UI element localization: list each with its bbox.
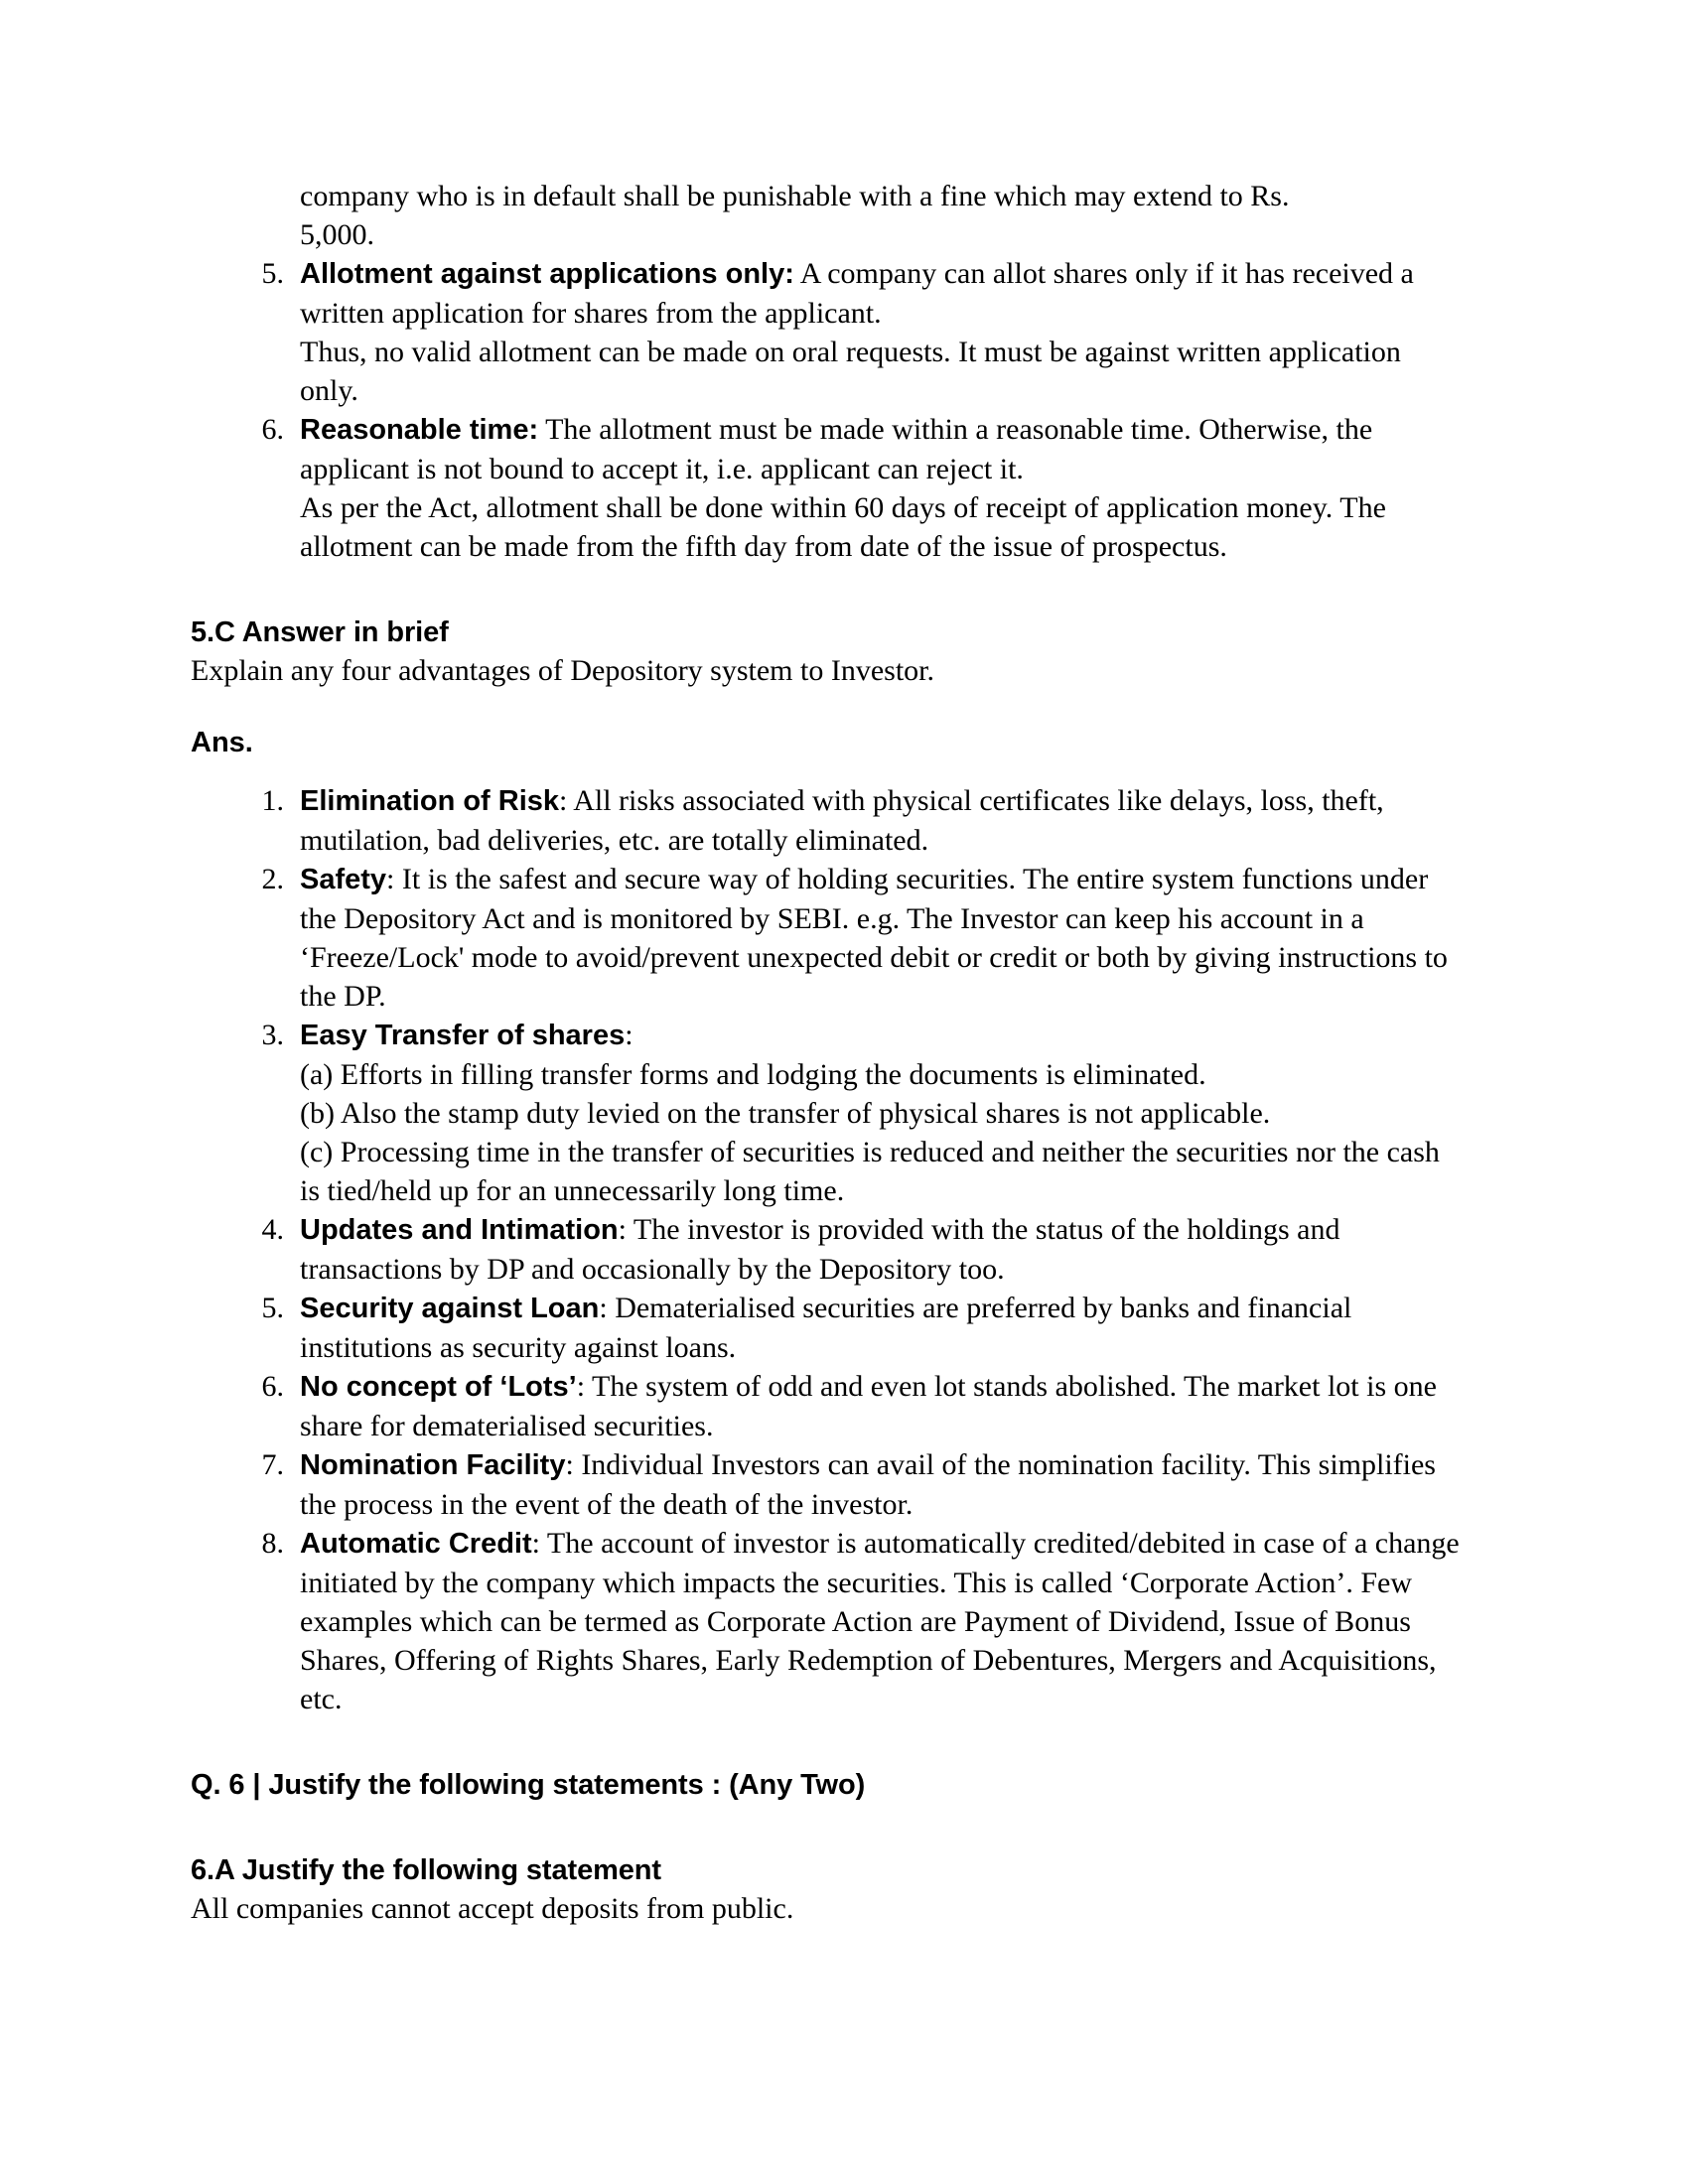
top-continuation-paragraph-line2: 5,000.	[300, 218, 374, 251]
answer-label: Ans.	[191, 727, 253, 758]
list-item	[191, 1289, 1462, 1367]
list-item-text: : It is the safest and secure way of holding securities. The entire system functions under the Depository Act and is monitored by SEBI. e.g. The Investor can keep his account in a ‘Freeze/Lock' mode to avoid/prevent unexpected debit or credit or both by giving instructions to the DP.	[300, 863, 1448, 1013]
list-item-term: Safety	[300, 864, 387, 895]
top-continuation-paragraph: company who is in default shall be punishable with a fine which may extend to Rs.	[300, 180, 1290, 212]
list-item	[191, 1016, 1462, 1210]
section-5c-heading: 5.C Answer in brief	[191, 616, 449, 648]
list-item	[191, 1524, 1462, 1718]
list-marker: 5.	[261, 1292, 284, 1324]
list-item	[191, 254, 1462, 410]
list-item-term: Reasonable time:	[300, 414, 539, 446]
list-item-body	[300, 1289, 1462, 1367]
list-item-text: : Dematerialised securities are preferred by banks and financial institutions as security against loans.	[300, 1292, 1352, 1364]
list-marker: 5.	[261, 257, 284, 290]
depository-advantages-list	[191, 781, 1462, 1718]
allotment-rules-list	[191, 254, 1462, 566]
list-item-sub-line-c: (c) Processing time in the transfer of securities is reduced and neither the securities nor the cash is tied/held up for an unnecessarily long time.	[300, 1136, 1440, 1207]
list-item-text: : The account of investor is automatically credited/debited in case of a change initiated by the company which impacts the securities. This is called ‘Corporate Action’. Few examples which can be termed as Corporate Action are Payment of Dividend, Issue of Bonus Shares, Offering of Rights Shares, Early Redemption of Debentures, Mergers and Acquisitions, etc.	[300, 1527, 1460, 1715]
spacer	[191, 566, 1462, 614]
list-item	[191, 1445, 1462, 1524]
list-item-body	[300, 1445, 1462, 1524]
list-item-term: Easy Transfer of shares	[300, 1020, 626, 1051]
section-6a-statement: All companies cannot accept deposits from public.	[191, 1892, 794, 1925]
list-marker: 2.	[261, 863, 284, 895]
list-item-body	[300, 860, 1462, 1016]
section-6a-heading: 6.A Justify the following statement	[191, 1854, 661, 1886]
spacer	[191, 1804, 1462, 1851]
list-item	[191, 1210, 1462, 1289]
list-item-term: Updates and Intimation	[300, 1214, 619, 1246]
list-item-text: :	[625, 1019, 633, 1051]
list-item-sub-line-a: (a) Efforts in filling transfer forms and lodging the documents is eliminated.	[300, 1058, 1206, 1091]
list-item-text: : The system of odd and even lot stands abolished. The market lot is one share for dematerialised securities.	[300, 1370, 1437, 1442]
list-item-term: Security against Loan	[300, 1293, 600, 1324]
list-marker: 7.	[261, 1448, 284, 1481]
spacer	[191, 761, 1462, 781]
list-item-term: Nomination Facility	[300, 1449, 566, 1481]
list-item-term: Elimination of Risk	[300, 785, 560, 817]
page-content	[191, 177, 1462, 1928]
list-item-extra-line: Thus, no valid allotment can be made on oral requests. It must be against written application only.	[300, 336, 1401, 407]
list-marker: 3.	[261, 1019, 284, 1051]
list-item	[191, 781, 1462, 860]
list-item-text: : All risks associated with physical certificates like delays, loss, theft, mutilation, bad deliveries, etc. are totally eliminated.	[300, 784, 1384, 857]
list-item-body	[300, 1524, 1462, 1718]
list-marker: 8.	[261, 1527, 284, 1560]
list-item-body	[300, 781, 1462, 860]
list-item-text: : Individual Investors can avail of the nomination facility. This simplifies the process in the event of the death of the investor.	[300, 1448, 1436, 1521]
section-5c-question: Explain any four advantages of Depository system to Investor.	[191, 654, 935, 687]
list-item-text: : The investor is provided with the status of the holdings and transactions by DP and occasionally by the Depository too.	[300, 1213, 1340, 1286]
list-marker: 6.	[261, 1370, 284, 1403]
list-marker: 6.	[261, 413, 284, 446]
list-item-body	[300, 410, 1462, 488]
list-item-text: A company can allot shares only if it has received a written application for shares from the applicant.	[300, 257, 1414, 330]
spacer	[191, 1718, 1462, 1766]
list-item-term: No concept of ‘Lots’	[300, 1371, 577, 1403]
list-item-body	[300, 1367, 1462, 1445]
list-item-text: The allotment must be made within a reasonable time. Otherwise, the applicant is not bound to accept it, i.e. applicant can reject it.	[300, 413, 1373, 485]
list-item-term: Automatic Credit	[300, 1528, 532, 1560]
list-marker: 4.	[261, 1213, 284, 1246]
list-marker: 1.	[261, 784, 284, 817]
list-item-body	[300, 254, 1462, 333]
list-item	[191, 1367, 1462, 1445]
list-item-term: Allotment against applications only:	[300, 258, 794, 290]
question-6-heading: Q. 6 | Justify the following statements : (Any Two)	[191, 1769, 866, 1801]
list-item	[191, 410, 1462, 566]
list-item-body	[300, 1210, 1462, 1289]
list-item-body	[300, 1016, 1462, 1055]
list-item-extra-line: As per the Act, allotment shall be done within 60 days of receipt of application money. The allotment can be made from the fifth day from date of the issue of prospectus.	[300, 491, 1386, 563]
list-item	[191, 860, 1462, 1016]
list-item-sub-line-b: (b) Also the stamp duty levied on the transfer of physical shares is not applicable.	[300, 1097, 1271, 1130]
spacer	[191, 690, 1462, 724]
